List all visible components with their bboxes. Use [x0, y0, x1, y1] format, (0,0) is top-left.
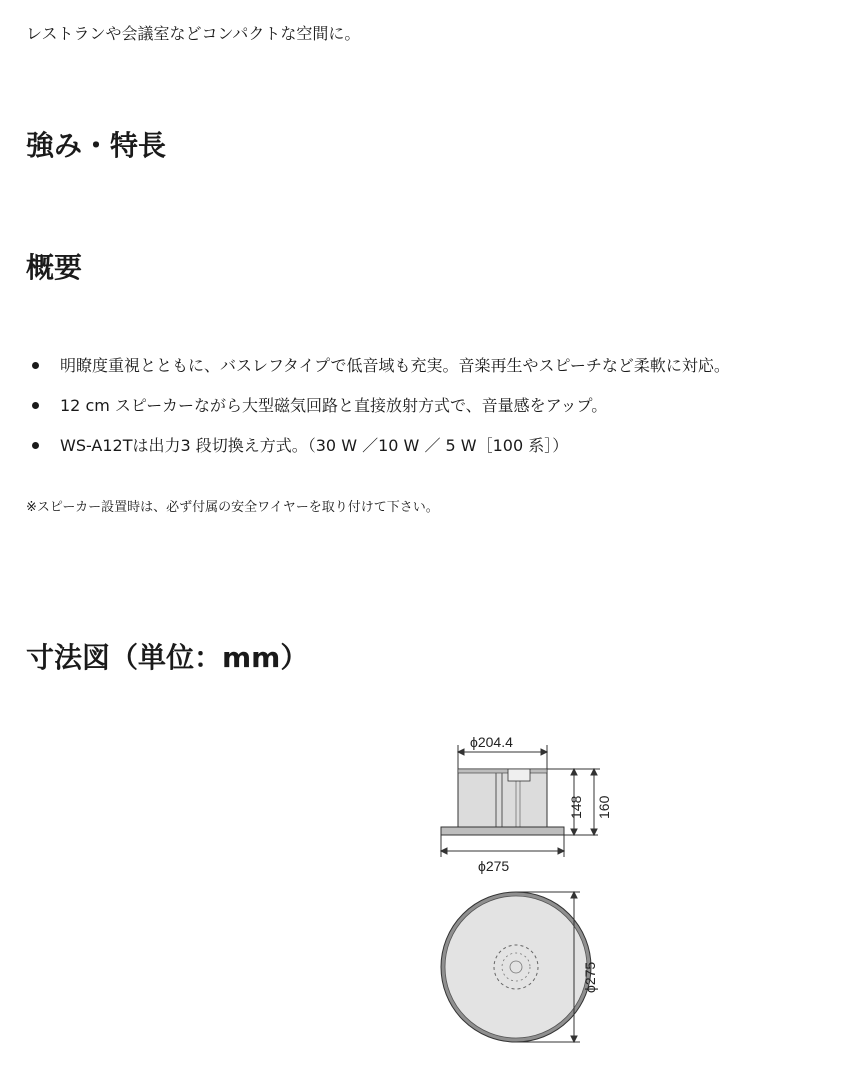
flange-width-label: ϕ275 — [478, 858, 510, 874]
features-heading: 強み・特長 — [26, 129, 167, 162]
overview-heading: 概要 — [26, 251, 83, 284]
list-item-text: WS-A12Tは出力3 段切換え方式。（30 W ／10 W ／ 5 W［100 系］） — [60, 436, 569, 455]
safety-note: ※スピーカー設置時は、必ず付属の安全ワイヤーを取り付けて下さい。 — [26, 500, 439, 515]
flange-width-dimension — [441, 835, 564, 857]
dimensions-heading: 寸法図（単位：mm） — [26, 641, 309, 674]
overview-list — [26, 354, 730, 474]
list-item — [26, 394, 730, 434]
bullet-icon — [32, 402, 39, 409]
list-item-text: 明瞭度重視とともに、バスレフタイプで低音域も充実。音楽再生やスピーチなど柔軟に対応。 — [60, 356, 730, 375]
list-item — [26, 354, 730, 394]
total-height-label: 160 — [596, 795, 612, 819]
list-item-text: 12 cm スピーカーながら大型磁気回路と直接放射方式で、音量感をアップ。 — [60, 396, 608, 415]
top-width-label: ϕ204.4 — [470, 734, 513, 750]
bullet-icon — [32, 362, 39, 369]
list-item — [26, 434, 730, 474]
front-view — [441, 892, 591, 1042]
side-view — [441, 769, 564, 835]
front-diameter-label: ϕ275 — [582, 961, 598, 993]
dimension-drawing — [430, 725, 620, 1045]
bullet-icon — [32, 442, 39, 449]
intro-text: レストランや会議室などコンパクトな空間に。 — [26, 24, 361, 43]
dimension-drawing-svg — [430, 725, 620, 1045]
body-height-label: 148 — [568, 795, 584, 819]
